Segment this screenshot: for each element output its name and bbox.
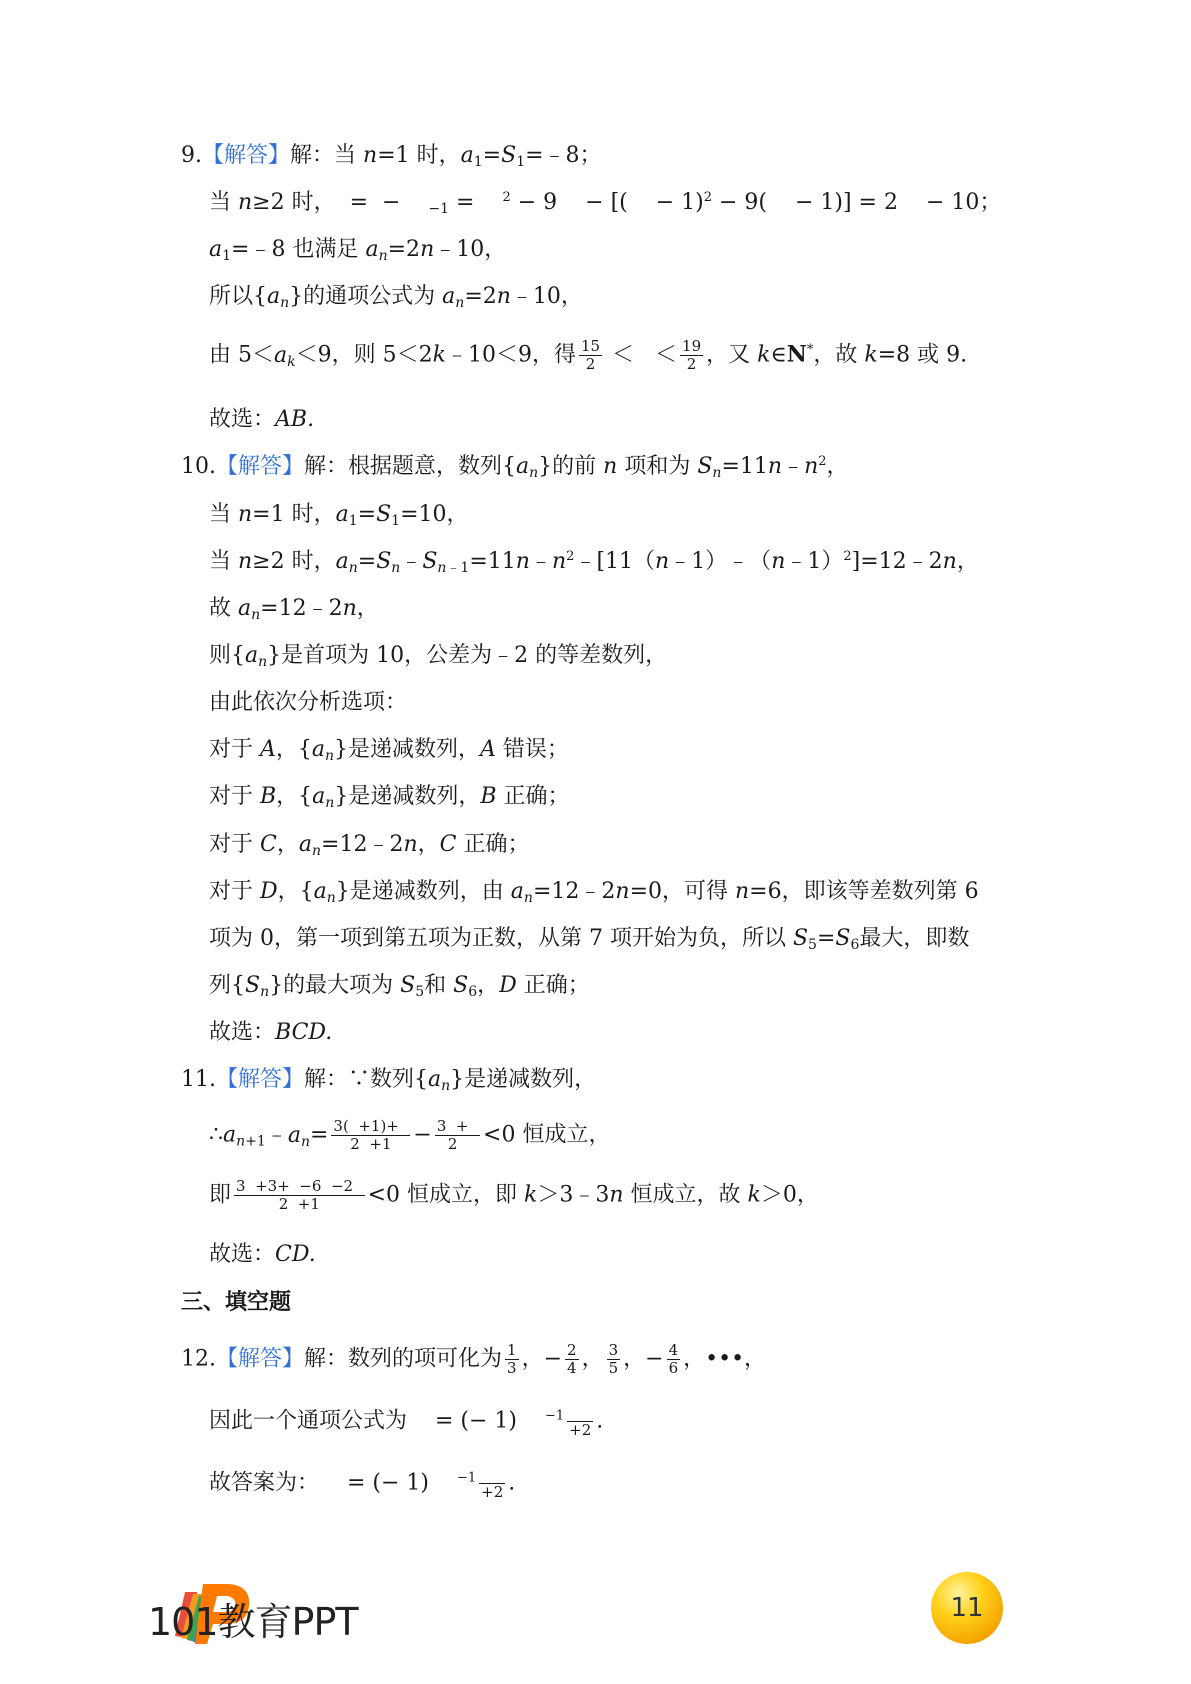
q10-line-11: 项为 0，第一项到第五项为正数，从第 7 项开始为负，所以 $S_5=S_6$最大，即数 — [209, 926, 970, 953]
q9-line-2: 当 n≥2 时， = − $_{-1}$ = $^2$ − 9 − [( − 1)$^2$ − 9( − 1)] = 2 − 10； — [209, 190, 1002, 217]
q11-line-3: 即 $\frac{3 +3+ -6 -2}{2 +1}$ <0 恒成立，即 k＞3﹣3n 恒成立，故 k＞0， — [209, 1177, 819, 1213]
q9-line-5: 由 $5<a_k<9$，则 5＜2k﹣10＜9，得 $\frac{15}{2}$ ＜ ＜ $\frac{19}{2}$ ，又 k∈N*，故 k=8 或 9. — [209, 337, 968, 373]
q10-line-7: 对于 A，$\{a_n\}$是递减数列，A 错误； — [209, 737, 569, 764]
fraction: $\frac{2}{4}$ — [567, 1341, 577, 1377]
q10-line-12: 列$\{S_n\}$的最大项为 $S_5$和 $S_6$，D 正确； — [209, 973, 590, 1000]
q10-line-1: 10.【解答】解：根据题意，数列$\{a_n\}$的前 n 项和为 $S_n=11n﹣n^2$， — [181, 454, 849, 481]
fraction: $\frac{3 +}{2}$ — [436, 1117, 479, 1153]
q10-line-3: 当 n≥2 时，$a_n=S_n﹣S_{n﹣1}=11n﹣n^2﹣[11(n﹣1)﹣(n﹣1)^2]=12﹣2n$， — [209, 549, 979, 576]
q12-line-2: 因此一个通项公式为 = (− 1) $^{-1}$ +2 . — [209, 1404, 603, 1439]
fraction: $\frac{1}{3}$ — [507, 1341, 517, 1377]
q11-answer: 故选：CD. — [209, 1242, 316, 1267]
fraction: $\frac{3( +1)+}{2 +1}$ — [333, 1117, 409, 1153]
fraction: +2 — [479, 1466, 505, 1501]
q9-line-3: $a_1=﹣8$ 也满足 $a_n=2n﹣10$， — [209, 237, 507, 264]
q9-line-4: 所以$\{a_n\}$的通项公式为 $a_n=2n﹣10$， — [209, 284, 583, 311]
q10-line-5: 则$\{a_n\}$是首项为 10，公差为﹣2 的等差数列， — [209, 643, 668, 670]
answer-tag: 【解答】 — [216, 1346, 305, 1372]
q10-line-4: 故 $a_n=12﹣2n$， — [209, 596, 379, 623]
answer-tag: 【解答】 — [216, 454, 305, 479]
q11-line-2: $\therefore a_{n+1}﹣a_n=$ $\frac{3( +1)+}{2 +1}$ − $\frac{3 +}{2}$ <0 恒成立， — [209, 1117, 611, 1153]
page-number-badge: 11 — [931, 1572, 1003, 1644]
section-heading: 三、填空题 — [181, 1290, 292, 1315]
answer-tag: 【解答】 — [202, 143, 291, 168]
fraction: $\frac{3}{5}$ — [608, 1341, 619, 1377]
q10-line-10: 对于 D，$\{a_n\}$是递减数列，由 $a_n=12﹣2n=0$，可得 n=6，即该等差数列第 6 — [209, 879, 979, 906]
q10-line-2: 当 n=1 时，$a_1=S_1=10$， — [209, 502, 469, 529]
fraction: $\frac{3 +3+ -6 -2}{2 +1}$ — [236, 1177, 363, 1213]
q12-line-3: 故答案为： = (− 1) $^{-1}$ +2 . — [209, 1466, 515, 1501]
q12-line-1: 12.【解答】解：数列的项可化为 $\frac{1}{3}$ ，− $\frac{2}{4}$ ， $\frac{3}{5}$ ，− $\frac{4}{6}$ ，•••， — [181, 1341, 767, 1377]
fraction: $\frac{15}{2}$ — [580, 337, 601, 373]
fraction: +2 — [567, 1404, 593, 1439]
answer-tag: 【解答】 — [216, 1067, 305, 1092]
fraction: $\frac{4}{6}$ — [668, 1341, 679, 1377]
q9-line-1: 9.【解答】解：当 n=1 时，$a_1=S_1=﹣8$； — [181, 143, 602, 170]
q10-line-9: 对于 C，$a_n=12﹣2n$，C 正确； — [209, 832, 530, 859]
q10-line-6: 由此依次分析选项： — [209, 690, 408, 715]
fraction: $\frac{19}{2}$ — [682, 337, 702, 373]
brand-name: 101教育PPT — [148, 1600, 358, 1644]
q11-line-1: 11.【解答】解：∵数列$\{a_n\}$是递减数列， — [181, 1067, 597, 1094]
q9-answer: 故选：AB. — [209, 407, 315, 432]
q10-answer: 故选：BCD. — [209, 1020, 333, 1045]
q10-line-8: 对于 B，$\{a_n\}$是递减数列，B 正确； — [209, 784, 570, 811]
